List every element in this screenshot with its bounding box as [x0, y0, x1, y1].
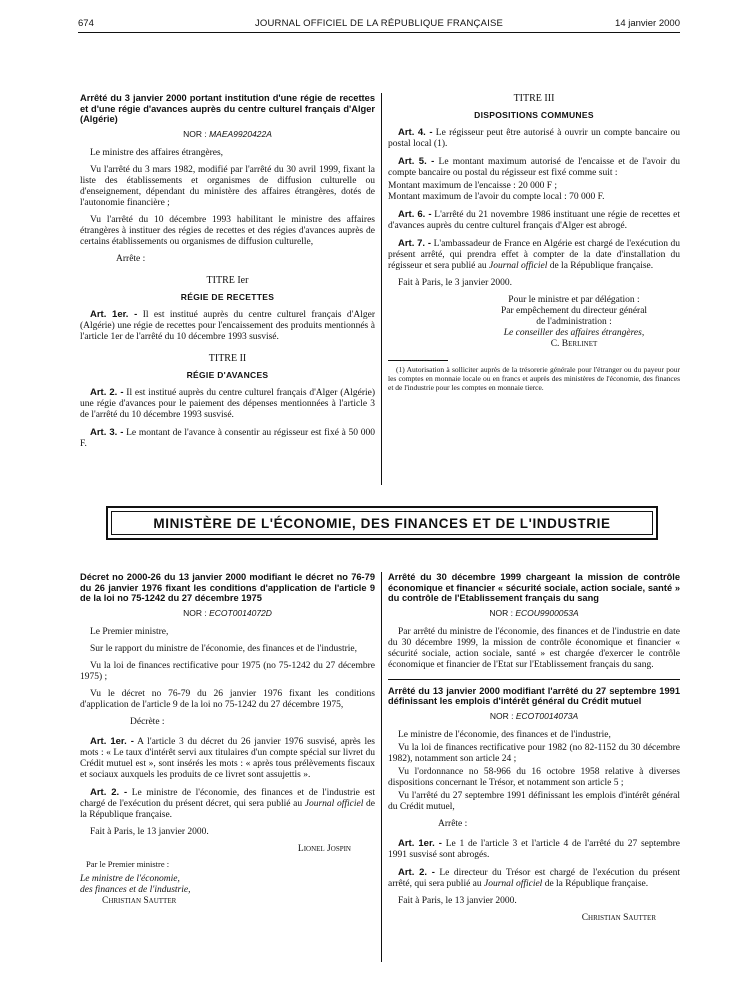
paragraph: Vu l'arrêté du 27 septembre 1991 définissant les emplois d'intérêt général du Crédit mutuel,: [388, 790, 680, 812]
article: Art. 1er. - Il est institué auprès du centre culturel français d'Alger (Algérie) une régie de recettes pour l'encaissement des produits mentionnés à l'article 1er de l'arrêté du 10 décembre 1993 susvisé.: [80, 308, 375, 342]
titre-heading: TITRE II: [208, 352, 247, 364]
section-heading: RÉGIE D'AVANCES: [186, 369, 269, 380]
article: Art. 4. - Le régisseur peut être autorisé à ouvrir un compte bancaire ou postal local (1).: [388, 127, 681, 149]
article: Art. 1er. - A l'article 3 du décret du 26 janvier 1976 susvisé, après les mots : « Le taux d'intérêt servi aux titulaires d'un compte spécial sur livret du Crédit mutuel est », sont insérés les mots : « après tous prélèvements fiscaux et sociaux auxquels les produits de ce livret sont assujettis ».: [80, 735, 375, 780]
article: Art. 2. - Le directeur du Trésor est chargé de l'exécution du présent arrêté, qui sera publié au Journal officiel de la République française.: [388, 866, 680, 889]
paragraph: Vu le décret no 76-79 du 26 janvier 1976 fixant les conditions d'application de l'article 9 de la loi no 75-1242 du 27 décembre 1975,: [80, 688, 375, 710]
amount-line: Montant maximum de l'avoir du compte local : 70 000 F.: [388, 192, 605, 202]
arrete-credit-mutuel-title: Arrêté du 13 janvier 2000 modifiant l'arrêté du 27 septembre 1991 définissant les emplois d'intérêt général du Crédit mutuel: [388, 685, 680, 706]
arrete-alger-right: [388, 93, 680, 392]
running-header: [78, 16, 680, 32]
nor-line: NOR : ECOU9900053A: [489, 607, 579, 618]
fait-line: Fait à Paris, le 13 janvier 2000.: [90, 826, 209, 837]
nor-line: NOR : MAEA9920422A: [183, 128, 272, 139]
section-separator: [388, 679, 680, 680]
ministry-banner-text: MINISTÈRE DE L'ÉCONOMIE, DES FINANCES ET DE L'INDUSTRIE: [111, 511, 653, 535]
footnote: (1) Autorisation à solliciter auprès de la trésorerie générale pour l'étranger ou du payeur pour les comptes en monnaie locale ou en francs et auprès des ministères de l'économie, des finances et de l'industrie pour les comptes en monnaie tierce.: [388, 365, 680, 392]
paragraph: Vu l'ordonnance no 58-966 du 16 octobre 1958 relative à diverses dispositions concernant le Trésor, et notamment son article 5 ;: [388, 766, 680, 788]
signature-line: Le conseiller des affaires étrangères,: [503, 328, 645, 338]
nor-line: NOR : ECOT0014073A: [489, 710, 579, 721]
section-heading: RÉGIE DE RECETTES: [180, 291, 275, 302]
arretes-column: [388, 572, 680, 930]
page-number: 674: [78, 18, 94, 29]
paragraph: Le ministre de l'économie, des finances et de l'industrie,: [398, 729, 611, 740]
article: Art. 5. - Le montant maximum autorisé de l'encaisse et de l'avoir du compte bancaire ou postal du régisseur est fixé comme suit :: [388, 156, 680, 178]
signature-line: de l'administration :: [536, 317, 612, 327]
paragraph: Vu l'arrêté du 3 mars 1982, modifié par l'arrêté du 30 avril 1999, fixant la liste des établissements et organismes de diffusion culturelle ou d'enseignement, dépendant du ministère des affaires étrangères, dotés de l'autonomie financière ;: [80, 164, 375, 208]
paragraph: Sur le rapport du ministre de l'économie, des finances et de l'industrie,: [90, 643, 357, 654]
signatory-name: C. Berlinet: [550, 339, 598, 349]
column-divider: [381, 572, 382, 962]
paragraph: Le Premier ministre,: [90, 626, 169, 637]
journal-title: JOURNAL OFFICIEL DE LA RÉPUBLIQUE FRANÇAISE: [254, 18, 504, 29]
header-rule: [78, 32, 680, 33]
nor-line: NOR : ECOT0014072D: [183, 607, 272, 618]
column-divider: [381, 93, 382, 485]
arrete-alger-left: [80, 93, 375, 456]
article: Art. 3. - Le montant de l'avance à consentir au régisseur est fixé à 50 000 F.: [80, 426, 375, 449]
issue-date: 14 janvier 2000: [615, 18, 680, 29]
article: Art. 2. - Il est institué auprès du centre culturel français d'Alger (Algérie) une régie d'avances pour le paiement des dépenses mentionnées à l'article 3 de l'arrêté du 10 décembre 1993 susvisé.: [80, 386, 376, 420]
minister-line: Le ministre de l'économie,: [80, 873, 180, 884]
paragraph: Vu la loi de finances rectificative pour 1982 (no 82-1152 du 30 décembre 1982), notamment son article 24 ;: [388, 742, 680, 764]
decrete-heading: Décrète :: [130, 716, 165, 727]
titre-heading: TITRE III: [513, 93, 555, 104]
fait-line: Fait à Paris, le 13 janvier 2000.: [398, 895, 517, 906]
signature-line: Par empêchement du directeur général: [500, 306, 648, 316]
article: Art. 2. - Le ministre de l'économie, des finances et de l'industrie est chargé de l'exécution du présent décret, qui sera publié au Journal officiel de la République française.: [80, 786, 376, 820]
arrete-alger-title: Arrêté du 3 janvier 2000 portant institution d'une régie de recettes et d'une régie d'avances auprès du centre culturel français d'Alger (Algérie): [80, 93, 375, 124]
footnote-rule: [388, 360, 448, 361]
paragraph: Vu la loi de finances rectificative pour 1975 (no 75-1242 du 27 décembre 1975) ;: [80, 660, 375, 682]
minister-line: des finances et de l'industrie,: [80, 884, 191, 895]
par-line: Par le Premier ministre :: [86, 858, 170, 869]
signatory-name: Christian Sautter: [581, 912, 656, 923]
ministry-banner: [106, 506, 658, 540]
arrete-heading: Arrête :: [116, 253, 146, 264]
arrete-efs-title: Arrêté du 30 décembre 1999 chargeant la mission de contrôle économique et financier « sécurité sociale, action sociale, santé » du contrôle de l'Etablissement français du sang: [388, 572, 680, 603]
article: Art. 7. - L'ambassadeur de France en Algérie est chargé de l'exécution du présent arrêté, qui prendra effet à compter de la date d'installation du régisseur et sera publié au Journal officiel de la République française.: [388, 238, 681, 271]
titre-heading: TITRE Ier: [206, 274, 249, 286]
paragraph: Vu l'arrêté du 10 décembre 1993 habilitant le ministre des affaires étrangères à instituer des régies de recettes et des régies d'avances auprès de certains établissements ou organismes de diffusion culturelle,: [80, 214, 375, 247]
section-heading: DISPOSITIONS COMMUNES: [474, 110, 594, 120]
amount-line: Montant maximum de l'encaisse : 20 000 F ;: [388, 181, 557, 191]
fait-line: Fait à Paris, le 3 janvier 2000.: [398, 278, 512, 288]
paragraph: Par arrêté du ministre de l'économie, des finances et de l'industrie en date du 30 décembre 1999, la mission de contrôle économique et financier « sécurité sociale, action sociale, santé » est chargée d'exercer le contrôle économique et financier de l'Etat sur l'Etablissement français du sang.: [388, 626, 680, 670]
signatory-name: Lionel Jospin: [297, 843, 351, 854]
arrete-heading: Arrête :: [438, 818, 468, 829]
decret-title: Décret no 2000-26 du 13 janvier 2000 modifiant le décret no 76-79 du 26 janvier 1976 fixant les conditions d'application de l'article 9 de la loi no 75-1242 du 27 décembre 1975: [80, 572, 375, 603]
signature-line: Pour le ministre et par délégation :: [508, 295, 640, 305]
signatory-name: Christian Sautter: [102, 895, 177, 906]
article: Art. 1er. - Le 1 de l'article 3 et l'article 4 de l'arrêté du 27 septembre 1991 susvisé sont abrogés.: [388, 837, 681, 860]
paragraph: Le ministre des affaires étrangères,: [90, 147, 224, 158]
article: Art. 6. - L'arrêté du 21 novembre 1986 instituant une régie de recettes et d'avances auprès du centre culturel français d'Alger est abrogé.: [388, 209, 680, 231]
decret-column: [80, 572, 375, 907]
